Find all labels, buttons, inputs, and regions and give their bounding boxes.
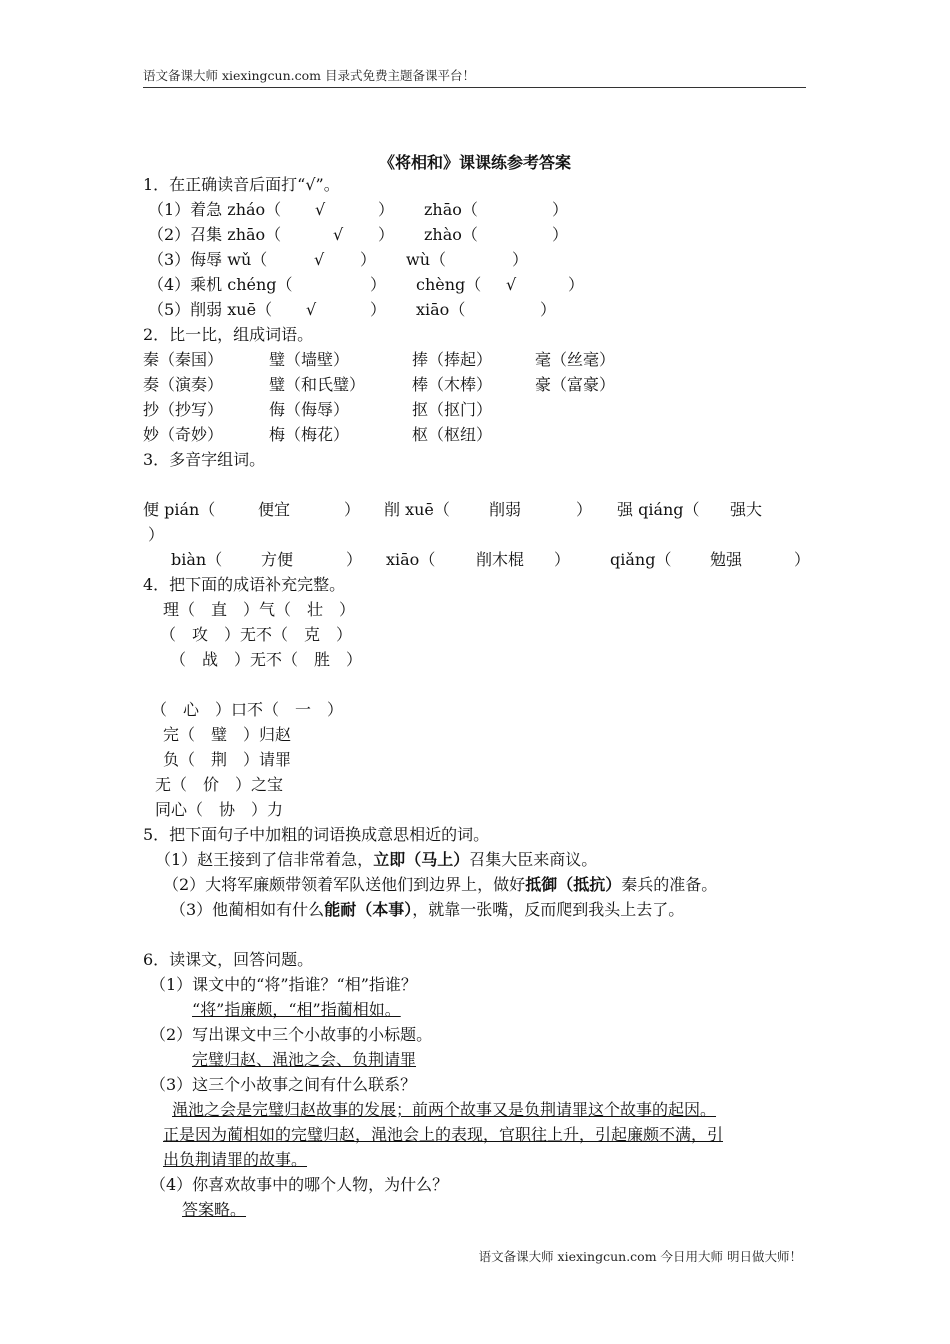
document-title: 《将相和》课课练参考答案 <box>378 153 571 172</box>
idiom: 理（ 直 ）气（ 壮 ） <box>163 600 356 619</box>
idiom: 无（ 价 ）之宝 <box>155 775 284 794</box>
q6-answer: 完璧归赵、渑池之会、负荆请罪 <box>192 1050 417 1069</box>
idiom: 同心（ 协 ）力 <box>155 800 284 819</box>
q5-sentence: （3）他蔺相如有什么能耐（本事），就靠一张嘴，反而爬到我头上去了。 <box>170 900 685 919</box>
page-footer: 语文备课大师 xiexingcun.com 今日用大师 明日做大师！ <box>478 1249 802 1264</box>
q6-heading: 6．读课文，回答问题。 <box>143 950 314 969</box>
q6-answer: 渑池之会是完璧归赵故事的发展；前两个故事又是负荆请罪这个故事的起因。 <box>172 1100 717 1119</box>
q6-question: （3）这三个小故事之间有什么联系？ <box>150 1075 417 1094</box>
q6-answer: 答案略。 <box>182 1200 247 1219</box>
q6-question: （1）课文中的“将”指谁？“相”指谁？ <box>150 975 417 994</box>
q6-answer: 正是因为蔺相如的完璧归赵，渑池会上的表现，官职往上升，引起廉颇不满，引 <box>163 1125 724 1144</box>
q6-question: （4）你喜欢故事中的哪个人物，为什么？ <box>150 1175 449 1194</box>
bold-answer: 能耐（本事） <box>324 900 413 919</box>
q3-heading: 3．多音字组词。 <box>143 450 266 469</box>
q4-heading: 4．把下面的成语补充完整。 <box>143 575 346 594</box>
q5-sentence: （1）赵王接到了信非常着急，立即（马上）召集大臣来商议。 <box>155 850 598 869</box>
q6-question: （2）写出课文中三个小故事的小标题。 <box>150 1025 433 1044</box>
idiom: （ 攻 ）无不（ 克 ） <box>160 625 353 644</box>
page-header: 语文备课大师 xiexingcun.com 目录式免费主题备课平台！ <box>143 66 806 88</box>
idiom: （ 战 ）无不（ 胜 ） <box>170 650 363 669</box>
q5-heading: 5．把下面句子中加粗的词语换成意思相近的词。 <box>143 825 490 844</box>
idiom: 完（ 璧 ）归赵 <box>163 725 292 744</box>
q2-heading: 2．比一比，组成词语。 <box>143 325 314 344</box>
q6-answer: 出负荆请罪的故事。 <box>163 1150 308 1169</box>
idiom: （ 心 ）口不（ 一 ） <box>151 700 344 719</box>
document-page: 语文备课大师 xiexingcun.com 目录式免费主题备课平台！ 《将相和》课课练参考答案 1．在正确读音后面打“√”。 （1）着急 zháo（ √ ） zhāo（ ） （2）召集 zhāo（ √ ） zhào（ ） （3）侮辱 wǔ（ √ ） wù（ ） （4）乘机 chéng（ ） chèng（ √ ） （5）削弱 xuē（ √ ） xiāo（ ） 2．比一比，组成词语。 秦（秦国） 璧（墙壁） 捧（捧起） 毫（丝毫） 奏（演奏） 璧（和氏璧） 棒（木棒） 豪（富豪） 抄（抄写） 侮（侮辱） 抠（抠门） 妙（奇妙） 梅（梅花） 枢（枢纽） 3．多音字组词。 便 pián（ 便宜 ） 削 xuē（ 削弱 ） 强 qiáng（ 强大 ） biàn（ 方便 ） xiāo（ 削木棍 ） qiǎng（ 勉强 ） 4．把下面的成语补充完整。 理（ 直 ）气（ 壮 ） （ 攻 ）无不（ 克 ） （ 战 ）无不（ 胜 ） （ 心 ）口不（ 一 ） 完（ 璧 ）归赵 负（ 荆 ）请罪 无（ 价 ）之宝 同心（ 协 ）力 5．把下面句子中加粗的词语换成意思相近的词。 （1）赵王接到了信非常着急，立即（马上）召集大臣来商议。 （2）大将军廉颇带领着军队送他们到边界上，做好抵御（抵抗）秦兵的准备。 （3）他蔺相如有什么能耐（本事），就靠一张嘴，反而爬到我头上去了。 6．读课文，回答问题。 （1）课文中的“将”指谁？“相”指谁？ “将”指廉颇，“相”指蔺相如。 （2）写出课文中三个小故事的小标题。 完璧归赵、渑池之会、负荆请罪 （3）这三个小故事之间有什么联系？ 渑池之会是完璧归赵故事的发展；前两个故事又是负荆请罪这个故事的起因。 正是因为蔺相如的完璧归赵，渑池会上的表现，官职往上升，引起廉颇不满，引 出负荆请罪的故事。 （4）你喜欢故事中的哪个人物，为什么？ 答案略。 语文备课大师 xiexingcun.com 今日用大师 明日做大师！ <box>0 0 950 1344</box>
q6-answer: “将”指廉颇，“相”指蔺相如。 <box>192 1000 401 1019</box>
bold-answer: 抵御（抵抗） <box>525 875 622 894</box>
idiom: 负（ 荆 ）请罪 <box>163 750 292 769</box>
q5-sentence: （2）大将军廉颇带领着军队送他们到边界上，做好抵御（抵抗）秦兵的准备。 <box>163 875 718 894</box>
bold-answer: 立即（马上） <box>373 850 470 869</box>
q1-heading: 1．在正确读音后面打“√”。 <box>143 175 340 194</box>
